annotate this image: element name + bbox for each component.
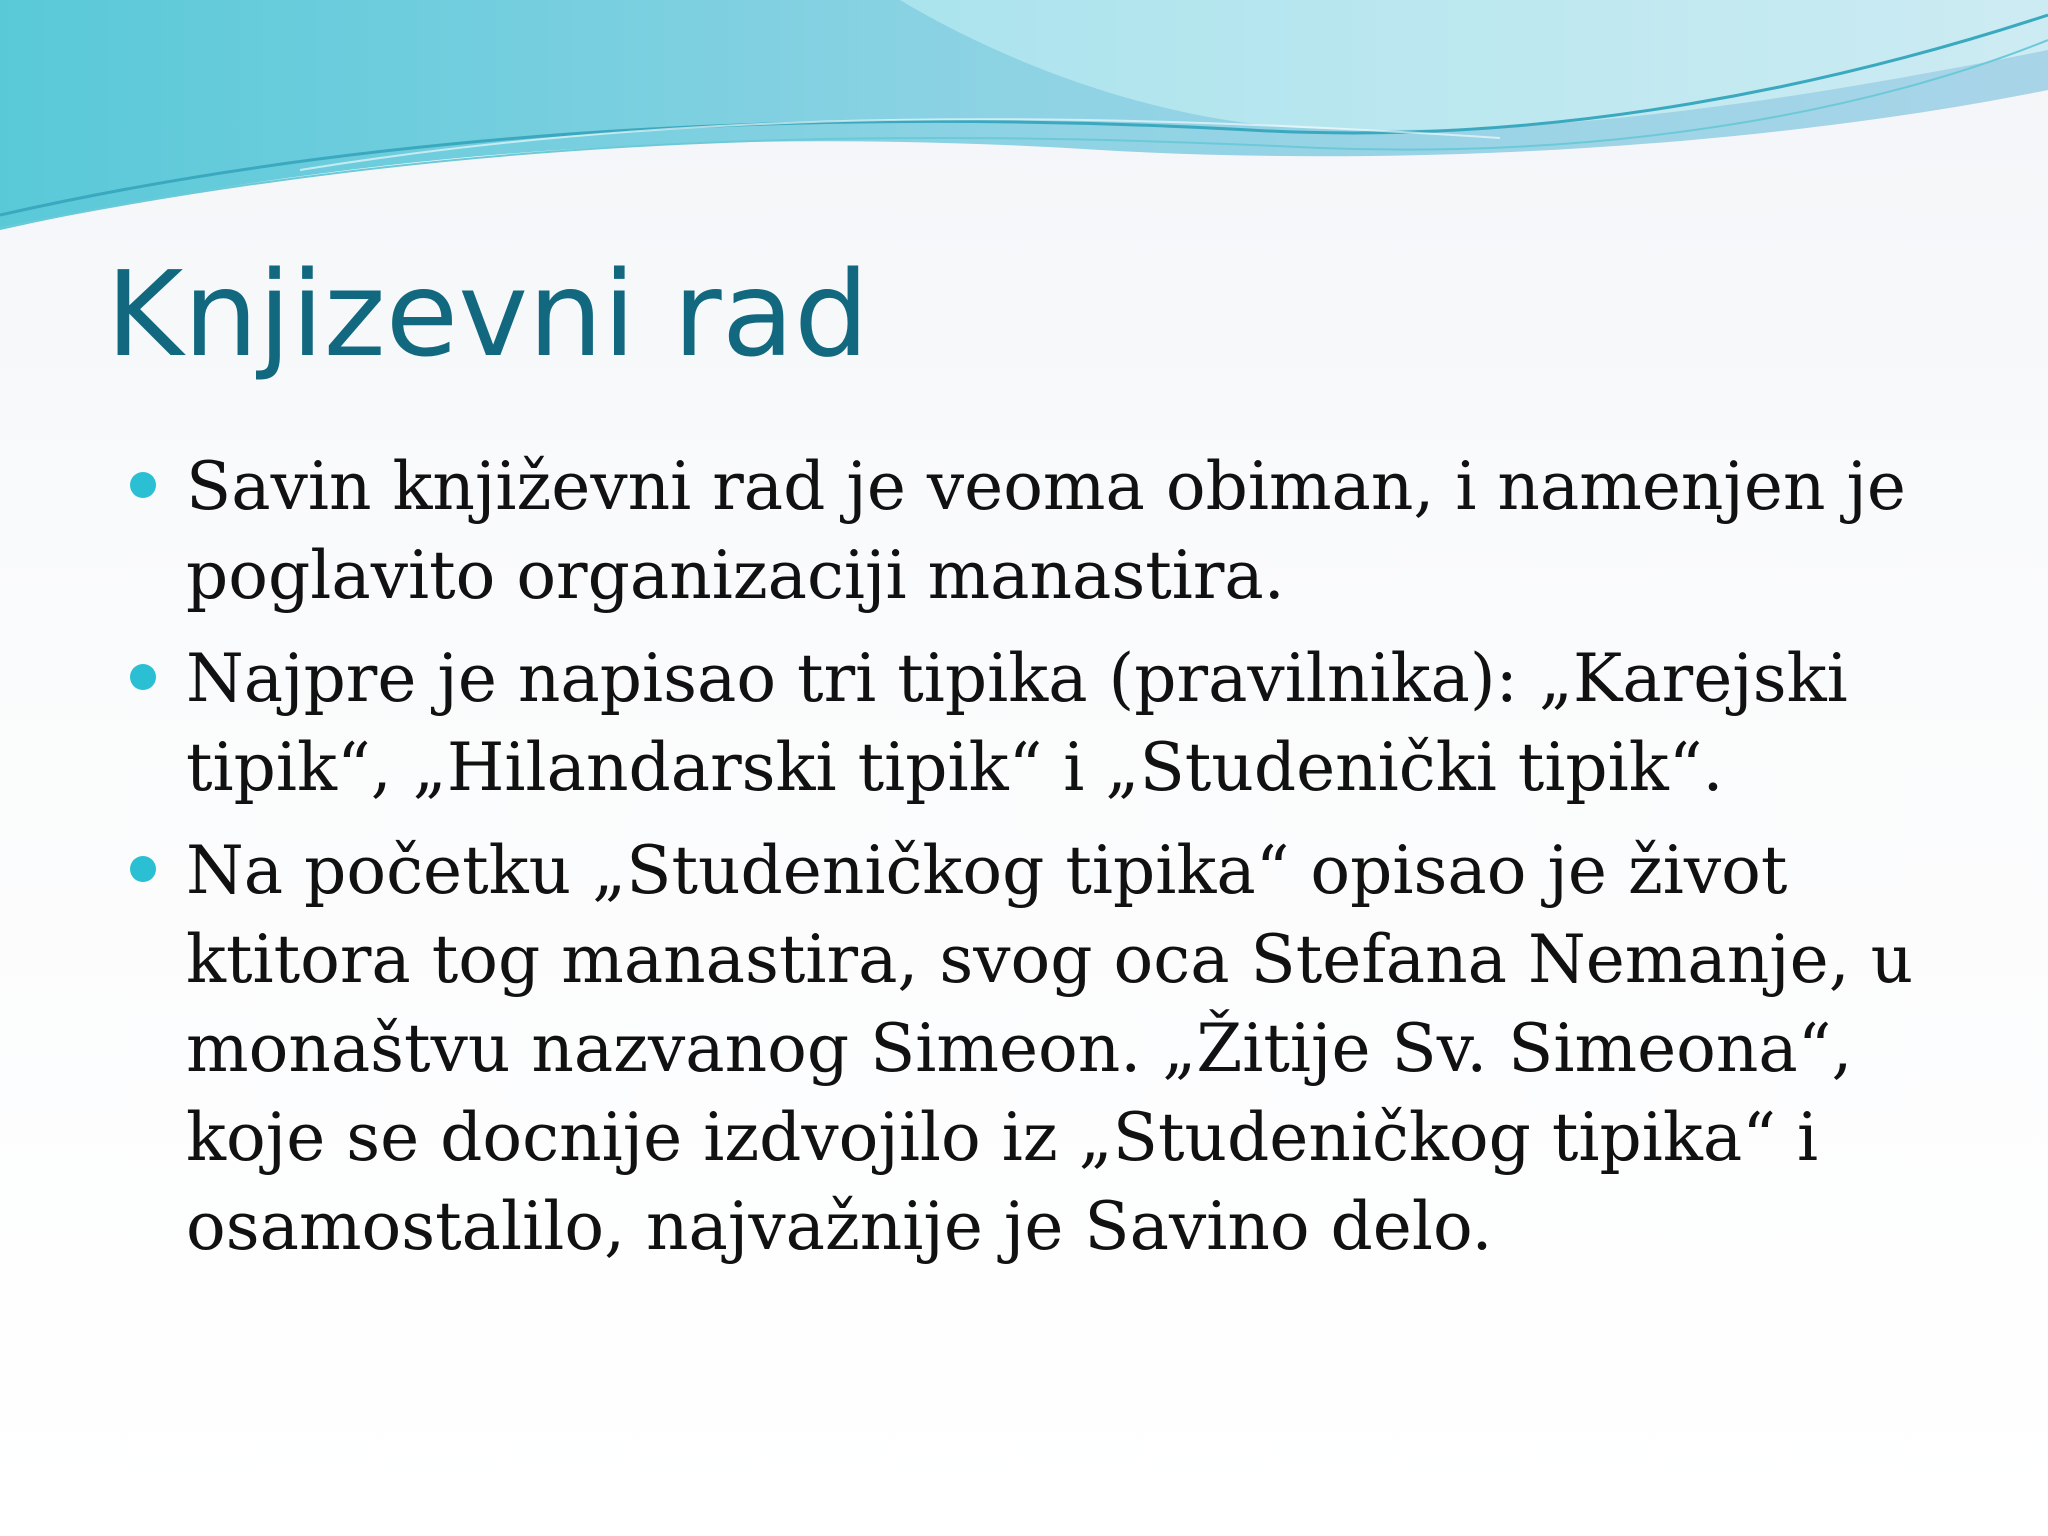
list-item: [130, 442, 1970, 620]
bullet-dot-icon: [130, 472, 156, 498]
header-wave-decoration: [0, 0, 2048, 240]
bullet-text: Na početku „Studeničkog tipika“ opisao je život ktitora tog manastira, svog oca Stefana Nemanje, u monaštvu nazvanog Simeon. „Žitije Sv. Simeona“, koje se docnije izdvojilo iz „Studeničkog tipika“ i osamostalilo, najvažnije je Savino delo.: [186, 832, 1914, 1265]
slide-title: Knjizevni rad: [106, 245, 869, 383]
bullet-dot-icon: [130, 664, 156, 690]
list-item: [130, 826, 1970, 1271]
bullet-text: Savin književni rad je veoma obiman, i namenjen je poglavito organizaciji manastira.: [186, 448, 1906, 614]
bullet-dot-icon: [130, 856, 156, 882]
bullet-text: Najpre je napisao tri tipika (pravilnika): „Karejski tipik“, „Hilandarski tipik“ i „Studenički tipik“.: [186, 640, 1848, 806]
list-item: [130, 634, 1970, 812]
bullet-list: [130, 442, 1970, 1285]
